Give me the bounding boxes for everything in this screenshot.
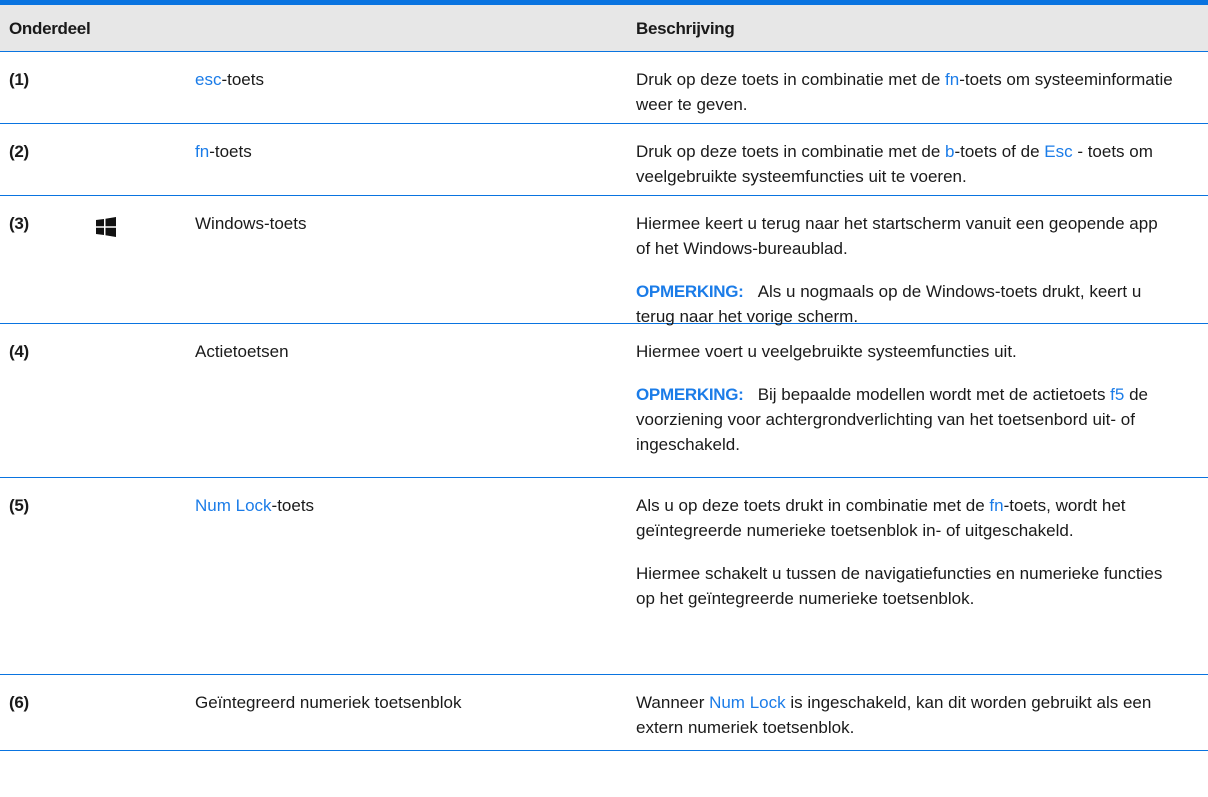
row-number: (6) — [9, 693, 29, 712]
row-number: (3) — [9, 214, 29, 233]
desc-text: - toets om veelgebruikte systeemfuncties uit te voeren. — [636, 142, 1153, 186]
fn-link[interactable]: fn — [989, 496, 1004, 515]
row-number: (2) — [9, 142, 29, 161]
header-description: Beschrijving — [636, 19, 735, 38]
table-header-row — [0, 5, 1208, 52]
fn-link[interactable]: fn — [945, 70, 960, 89]
desc-text: Druk op deze toets in combinatie met de — [636, 70, 945, 89]
note-text: Als u nogmaals op de Windows-toets drukt, keert u terug naar het vorige scherm. — [636, 282, 1142, 326]
header-component: Onderdeel — [9, 19, 91, 38]
table-row — [0, 478, 1208, 675]
description-text: Hiermee keert u terug naar het startscherm vanuit een geopende app of het Windows-bureaublad. — [636, 214, 1158, 258]
desc-text: Druk op deze toets in combinatie met de — [636, 142, 945, 161]
component-suffix: -toets — [221, 70, 264, 89]
note-text: de voorziening voor achtergrondverlichting van het toetsenbord uit- of ingeschakeld. — [636, 385, 1148, 454]
note-text: Bij bepaalde modellen wordt met de actietoets — [757, 385, 1111, 404]
description — [636, 339, 1176, 457]
component-name — [195, 67, 615, 92]
description-text — [636, 690, 1176, 740]
esc-link[interactable]: Esc — [1044, 142, 1073, 161]
table-row — [0, 196, 1208, 324]
desc-text: -toets, wordt het geïntegreerde numerieke toetsenblok in- of uitgeschakeld. — [636, 496, 1126, 540]
num-lock-link[interactable]: Num Lock — [709, 693, 786, 712]
b-link[interactable]: b — [945, 142, 955, 161]
desc-text: -toets of de — [954, 142, 1045, 161]
description-text — [636, 139, 1176, 189]
note — [636, 279, 1176, 329]
description — [636, 690, 1176, 740]
component-name — [195, 493, 615, 518]
component-suffix: -toets — [271, 496, 315, 515]
component-name: Windows-toets — [195, 214, 307, 233]
f5-link[interactable]: f5 — [1110, 385, 1125, 404]
desc-text: Wanneer — [636, 693, 710, 712]
description-text — [636, 493, 1176, 543]
component-name: Actietoetsen — [195, 342, 289, 361]
component-name: Geïntegreerd numeriek toetsenblok — [195, 693, 462, 712]
note — [636, 382, 1176, 457]
desc-text: -toets om systeeminformatie weer te geven. — [636, 70, 1173, 114]
component-suffix: -toets — [209, 142, 252, 161]
windows-logo-icon — [96, 217, 116, 237]
table-row — [0, 675, 1208, 751]
table-row — [0, 124, 1208, 196]
desc-text: Als u op deze toets drukt in combinatie met de — [636, 496, 990, 515]
description-text: Hiermee voert u veelgebruikte systeemfuncties uit. — [636, 342, 1017, 361]
table-row — [0, 52, 1208, 124]
description-text — [636, 67, 1176, 117]
description — [636, 139, 1176, 189]
row-number: (4) — [9, 342, 29, 361]
desc-text: is ingeschakeld, kan dit worden gebruikt als een extern numeriek toetsenblok. — [636, 693, 1152, 737]
row-number: (5) — [9, 496, 29, 515]
fn-link[interactable]: fn — [195, 142, 210, 161]
row-number: (1) — [9, 70, 29, 89]
description — [636, 211, 1176, 329]
component-name — [195, 139, 615, 164]
num-lock-link[interactable]: Num Lock — [195, 496, 272, 515]
note-label: OPMERKING: — [636, 282, 744, 301]
description — [636, 493, 1176, 611]
esc-link[interactable]: esc — [195, 70, 222, 89]
description-text-2: Hiermee schakelt u tussen de navigatiefuncties en numerieke functies op het geïntegreerde numerieke toetsenblok. — [636, 564, 1163, 608]
table-row — [0, 324, 1208, 478]
description — [636, 67, 1176, 117]
note-label: OPMERKING: — [636, 385, 744, 404]
